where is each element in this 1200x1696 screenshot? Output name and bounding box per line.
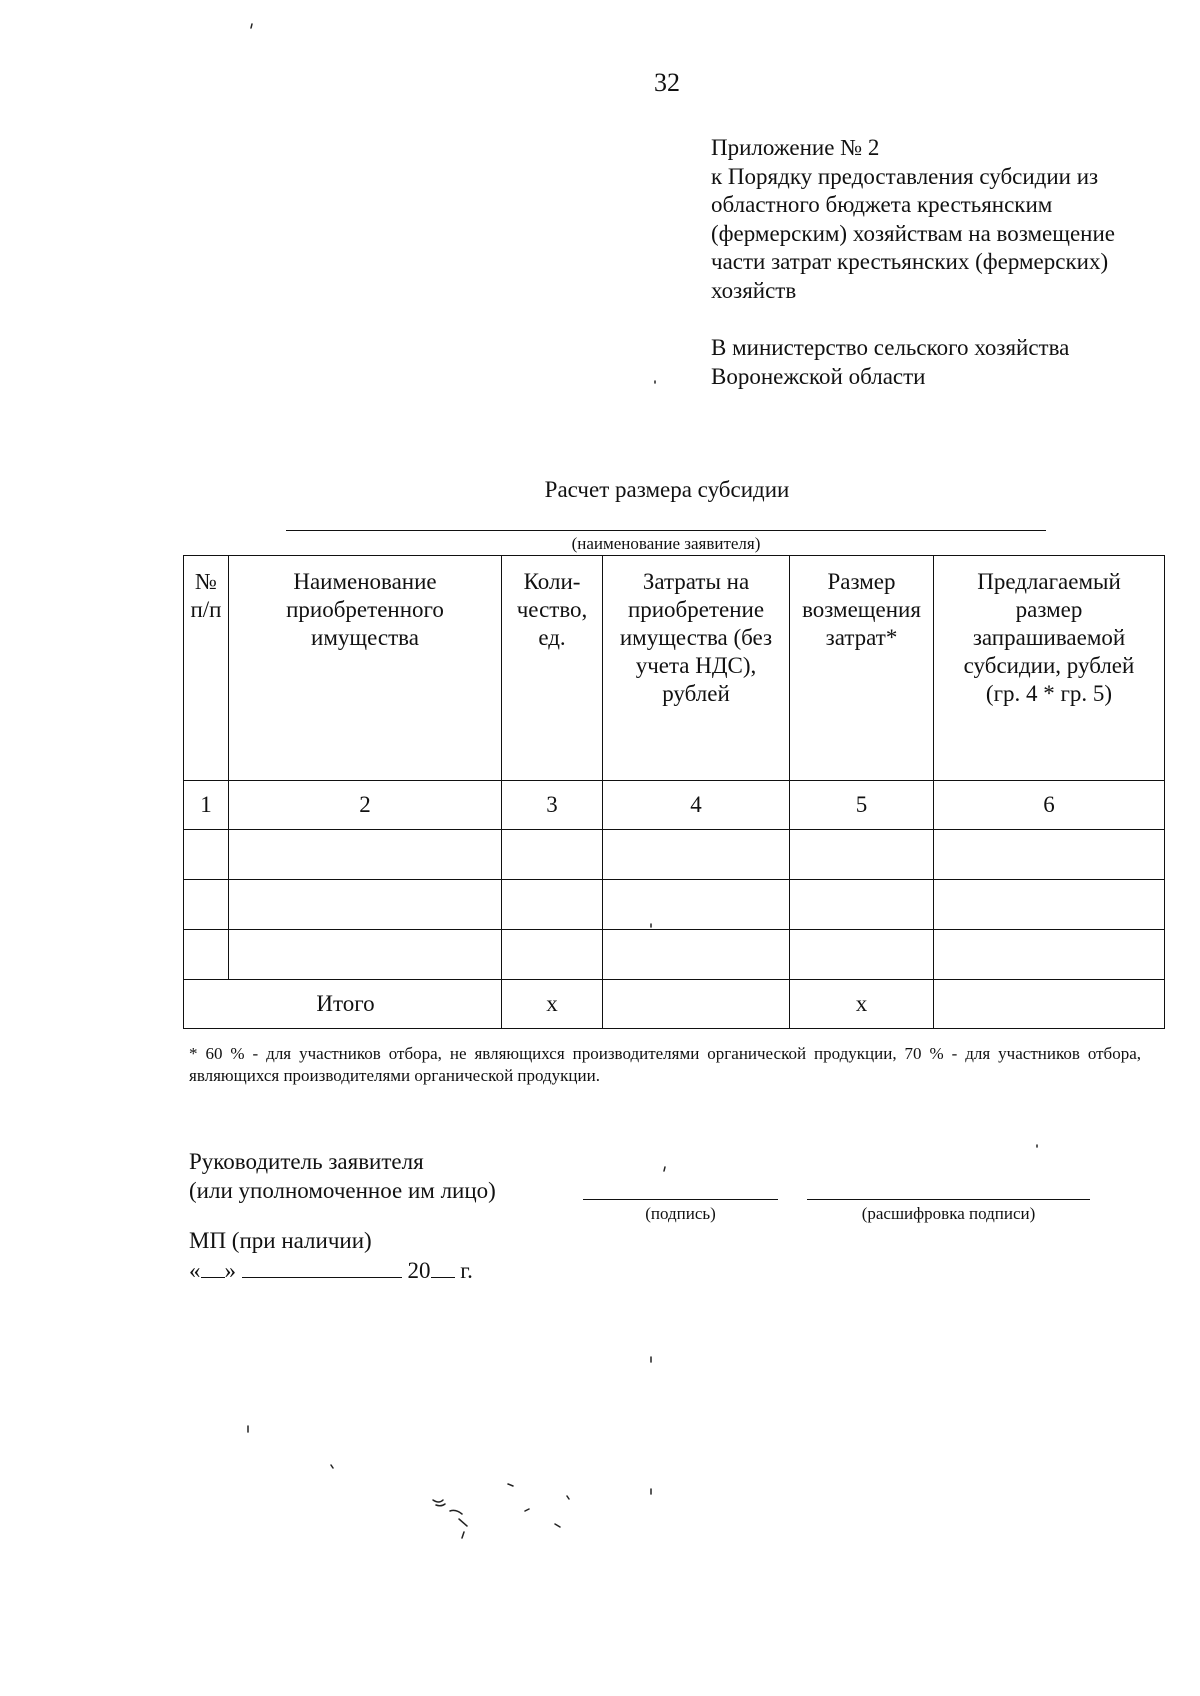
seal-label: МП (при наличии) <box>189 1228 372 1253</box>
date-open-quote: « <box>189 1258 201 1283</box>
header-text: имущества <box>311 625 419 650</box>
header-text: № <box>195 569 217 594</box>
signature-caption: (подпись) <box>645 1204 716 1223</box>
appendix-line: областного бюджета крестьянским <box>711 192 1053 217</box>
addressee-line: В министерство сельского хозяйства <box>711 335 1070 360</box>
appendix-line: Приложение № 2 <box>711 135 880 160</box>
header-text: Предлагаемый <box>977 569 1121 594</box>
date-close-quote: » <box>224 1258 236 1283</box>
header-text: приобретение <box>627 597 765 622</box>
header-text: субсидии, рублей <box>963 653 1135 678</box>
header-text: имущества (без <box>619 625 773 650</box>
column-number: 3 <box>502 781 603 830</box>
speck <box>433 1484 569 1538</box>
signature-decoding-caption: (расшифровка подписи) <box>861 1204 1036 1223</box>
header-text: затрат* <box>825 625 898 650</box>
header-text: рублей <box>662 681 730 706</box>
column-number: 5 <box>790 781 934 830</box>
header-text: Затраты на <box>642 569 750 594</box>
column-number: 6 <box>934 781 1165 830</box>
appendix-line: к Порядку предоставления субсидии из <box>711 163 1099 189</box>
column-number: 2 <box>229 781 502 830</box>
header-text: размер <box>1015 597 1083 622</box>
signatory-line: Руководитель заявителя <box>189 1149 424 1174</box>
header-text: возмещения <box>802 597 921 622</box>
header-text: п/п <box>190 597 222 622</box>
year-prefix: 20 <box>407 1258 431 1283</box>
header-text: чество, <box>516 597 588 622</box>
header-text: Наименование <box>293 569 437 594</box>
speck <box>664 1167 665 1171</box>
total-quantity: x <box>502 980 603 1029</box>
header-text: ед. <box>538 625 566 650</box>
footnote: * 60 % - для участников отбора, не являющихся производителями органической продукции, 70 % - для участников отбора, являющихся производителями органической продукции. <box>189 1044 1141 1085</box>
header-text: учета НДС), <box>635 653 757 678</box>
appendix-line: (фермерским) хозяйствам на возмещение <box>711 220 1116 246</box>
appendix-line: хозяйств <box>711 277 797 303</box>
speck <box>251 24 252 28</box>
header-text: запрашиваемой <box>972 625 1126 650</box>
signatory-line: (или уполномоченное им лицо) <box>189 1177 496 1203</box>
column-number: 1 <box>184 781 229 830</box>
applicant-caption: (наименование заявителя) <box>571 534 761 553</box>
addressee-line: Воронежской области <box>711 363 926 389</box>
column-number: 4 <box>603 781 790 830</box>
total-rate: x <box>790 980 934 1029</box>
header-text: (гр. 4 * гр. 5) <box>985 681 1113 706</box>
appendix-line: части затрат крестьянских (фермерских) <box>711 249 1109 274</box>
year-suffix: г. <box>460 1258 473 1283</box>
speck <box>331 1465 333 1468</box>
total-label: Итого <box>184 980 502 1029</box>
header-text: Размер <box>827 569 896 594</box>
page-number: 32 <box>654 68 680 97</box>
document-title: Расчет размера субсидии <box>544 477 790 502</box>
header-text: приобретенного <box>286 597 444 622</box>
header-text: Коли- <box>523 569 581 594</box>
